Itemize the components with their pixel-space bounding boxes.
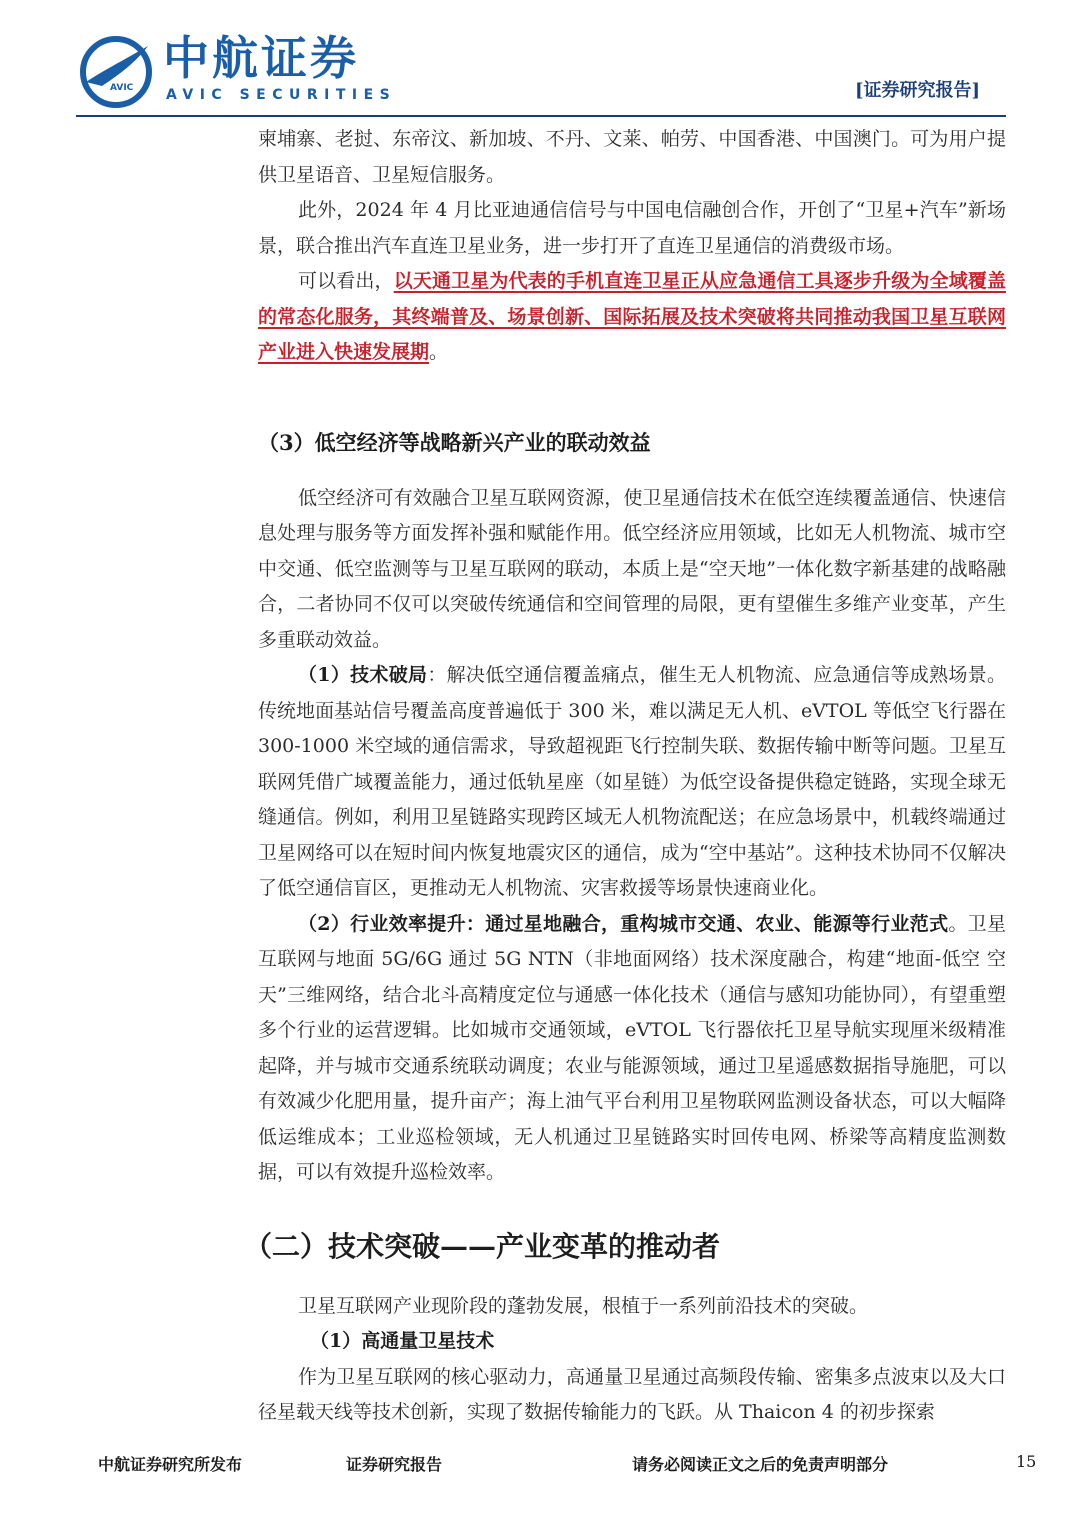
- report-type-tag: [证券研究报告]: [854, 80, 980, 101]
- paragraph-tech-breakthrough: [258, 658, 1006, 907]
- logo-mark-text: AVIC: [110, 83, 134, 93]
- page-footer: [0, 1440, 1080, 1480]
- tech-breakthrough-label: （1）技术破局: [298, 664, 428, 686]
- subsection-title-hts: （1）高通量卫星技术: [310, 1330, 495, 1352]
- section-title-tech: （二）技术突破——产业变革的推动者: [244, 1229, 721, 1263]
- highlighted-conclusion: 以天通卫星为代表的手机直连卫星正从应急通信工具逐步升级为全域覆盖的常态化服务，其终端普及、场景创新、国际拓展及技术突破将共同推动我国卫星互联网产业进入快速发展期: [258, 270, 1006, 363]
- paragraph-conclusion-lead: 可以看出，: [298, 270, 394, 292]
- logo-chinese-name: 中航证券: [163, 31, 359, 85]
- paragraph-byd: 此外，2024 年 4 月比亚迪通信信号与中国电信融创合作，开创了“卫星+汽车”新场景，联合推出汽车直连卫星业务，进一步打开了直连卫星通信的消费级市场。: [258, 199, 1006, 257]
- logo-english-name: AVIC SECURITIES: [166, 87, 397, 103]
- paragraph-conclusion-end: 。: [429, 341, 449, 363]
- footer-report-type: 证券研究报告: [346, 1455, 443, 1474]
- page-header: [0, 0, 1080, 122]
- footer-publisher: 中航证券研究所发布: [98, 1455, 243, 1474]
- tech-breakthrough-text: ：解决低空通信覆盖痛点，催生无人机物流、应急通信等成熟场景。传统地面基站信号覆盖高度普遍低于 300 米，难以满足无人机、eVTOL 等低空飞行器在 300-1000 米空域的通信需求，导致超视距飞行控制失联、数据传输中断等问题。卫星互联网凭借广域覆盖能力，通过低轨星座（如星链）为低空设备提供稳定链路，实现全球无缝通信。例如，利用卫星链路实现跨区域无人机物流配送；在应急场景中，机载终端通过卫星网络可以在短时间内恢复地震灾区的通信，成为“空中基站”。这种技术协同不仅解决了低空通信盲区，更推动无人机物流、灾害救援等场景快速商业化。: [258, 664, 1006, 899]
- paragraph-tech-intro: 卫星互联网产业现阶段的蓬勃发展，根植于一系列前沿技术的突破。: [298, 1294, 869, 1317]
- paragraph-efficiency: [258, 907, 1006, 1191]
- efficiency-text: 。卫星互联网与地面 5G/6G 通过 5G NTN（非地面网络）技术深度融合，构建“地面-低空 空天”三维网络，结合北斗高精度定位与通感一体化技术（通信与感知功能协同），有望重塑多个行业的运营逻辑。比如城市交通领域，eVTOL 飞行器依托卫星导航实现厘米级精准起降，并与城市交通系统联动调度；农业与能源领域，通过卫星遥感数据指导施肥，可以有效减少化肥用量，提升亩产；海上油气平台利用卫星物联网监测设备状态，可以大幅降低运维成本；工业巡检领域，无人机通过卫星链路实时回传电网、桥梁等高精度监测数据，可以有效提升巡检效率。: [258, 912, 1006, 1183]
- header-divider: [76, 115, 1006, 117]
- subsection-title-low-altitude: （3）低空经济等战略新兴产业的联动效益: [258, 429, 651, 455]
- paragraph-low-altitude: 低空经济可有效融合卫星互联网资源，使卫星通信技术在低空连续覆盖通信、快速信息处理与服务等方面发挥补强和赋能作用。低空经济应用领域，比如无人机物流、城市空中交通、低空监测等与卫星互联网的联动，本质上是“空天地”一体化数字新基建的战略融合，二者协同不仅可以突破传统通信和空间管理的局限，更有望催生多维产业变革，产生多重联动效益。: [258, 486, 1006, 651]
- paragraph-continued: 柬埔寨、老挝、东帝汶、新加坡、不丹、文莱、帕劳、中国香港、中国澳门。可为用户提供卫星语音、卫星短信服务。: [258, 128, 1006, 186]
- footer-disclaimer: 请务必阅读正文之后的免责声明部分: [632, 1455, 889, 1474]
- page-content: [244, 122, 1006, 1431]
- page-number: 15: [1016, 1452, 1037, 1471]
- paragraph-hts: 作为卫星互联网的核心驱动力，高通量卫星通过高频段传输、密集多点波束以及大口径星载天线等技术创新，实现了数据传输能力的飞跃。从 Thaicon 4 的初步探索: [258, 1365, 1006, 1423]
- efficiency-label: （2）行业效率提升：通过星地融合，重构城市交通、农业、能源等行业范式: [298, 912, 949, 935]
- avic-logo-icon: [80, 36, 152, 108]
- paragraph-conclusion: [258, 264, 1006, 371]
